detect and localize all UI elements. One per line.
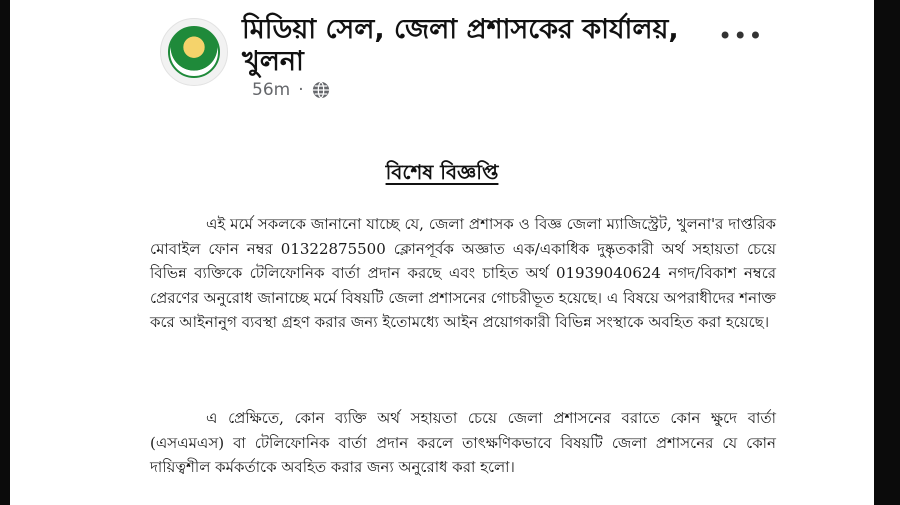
left-frame-border <box>0 0 10 505</box>
notice-title-wrap <box>10 158 874 191</box>
page-name[interactable]: মিডিয়া সেল, জেলা প্রশাসকের কার্যালয়, খুলনা <box>242 14 679 77</box>
page-avatar[interactable] <box>160 18 228 86</box>
more-options-icon[interactable]: ••• <box>718 22 764 50</box>
notice-paragraph-2: এ প্রেক্ষিতে, কোন ব্যক্তি অর্থ সহায়তা চেয়ে জেলা প্রশাসনের বরাতে কোন ক্ষুদে বার্তা (এসএমএস) বা টেলিফোনিক বার্তা প্রদান করলে তাৎক্ষণিকভাবে বিষয়টি জেলা প্রশাসনের যে কোন দায়িত্বশীল কর্মকর্তাকে অবহিত করার জন্য অনুরোধ করা হলো। <box>150 409 776 476</box>
facebook-post <box>10 0 874 505</box>
notice-paragraph-1: এই মর্মে সকলকে জানানো যাচ্ছে যে, জেলা প্রশাসক ও বিজ্ঞ জেলা ম্যাজিস্ট্রেট, খুলনা'র দাপ্তরিক মোবাইল ফোন নম্বর 01322875500 ক্লোনপূর্বক অজ্ঞাত এক/একাধিক দুষ্কৃতকারী অর্থ সহায়তা চেয়ে বিভিন্ন ব্যক্তিকে টেলিফোনিক বার্তা প্রদান করছে এবং চাহিত অর্থ 01939040624 নগদ/বিকাশ নম্বরে প্রেরণের অনুরোধ জানাচ্ছে মর্মে বিষয়টি জেলা প্রশাসনের গোচরীভূত হয়েছে। এ বিষয়ে অপরাধীদের শনাক্ত করে আইনানুগ ব্যবস্থা গ্রহণ করার জন্য ইতোমধ্যে আইন প্রয়োগকারী বিভিন্ন সংস্থাকে অবহিত করা হয়েছে। <box>150 215 776 331</box>
globe-icon[interactable] <box>312 81 330 99</box>
right-frame-border <box>874 0 900 505</box>
meta-separator: · <box>298 80 304 100</box>
district-administration-logo-icon <box>168 26 220 78</box>
post-meta <box>252 80 330 100</box>
post-timestamp[interactable]: 56m <box>252 80 291 100</box>
notice-title: বিশেষ বিজ্ঞপ্তি <box>385 160 499 184</box>
